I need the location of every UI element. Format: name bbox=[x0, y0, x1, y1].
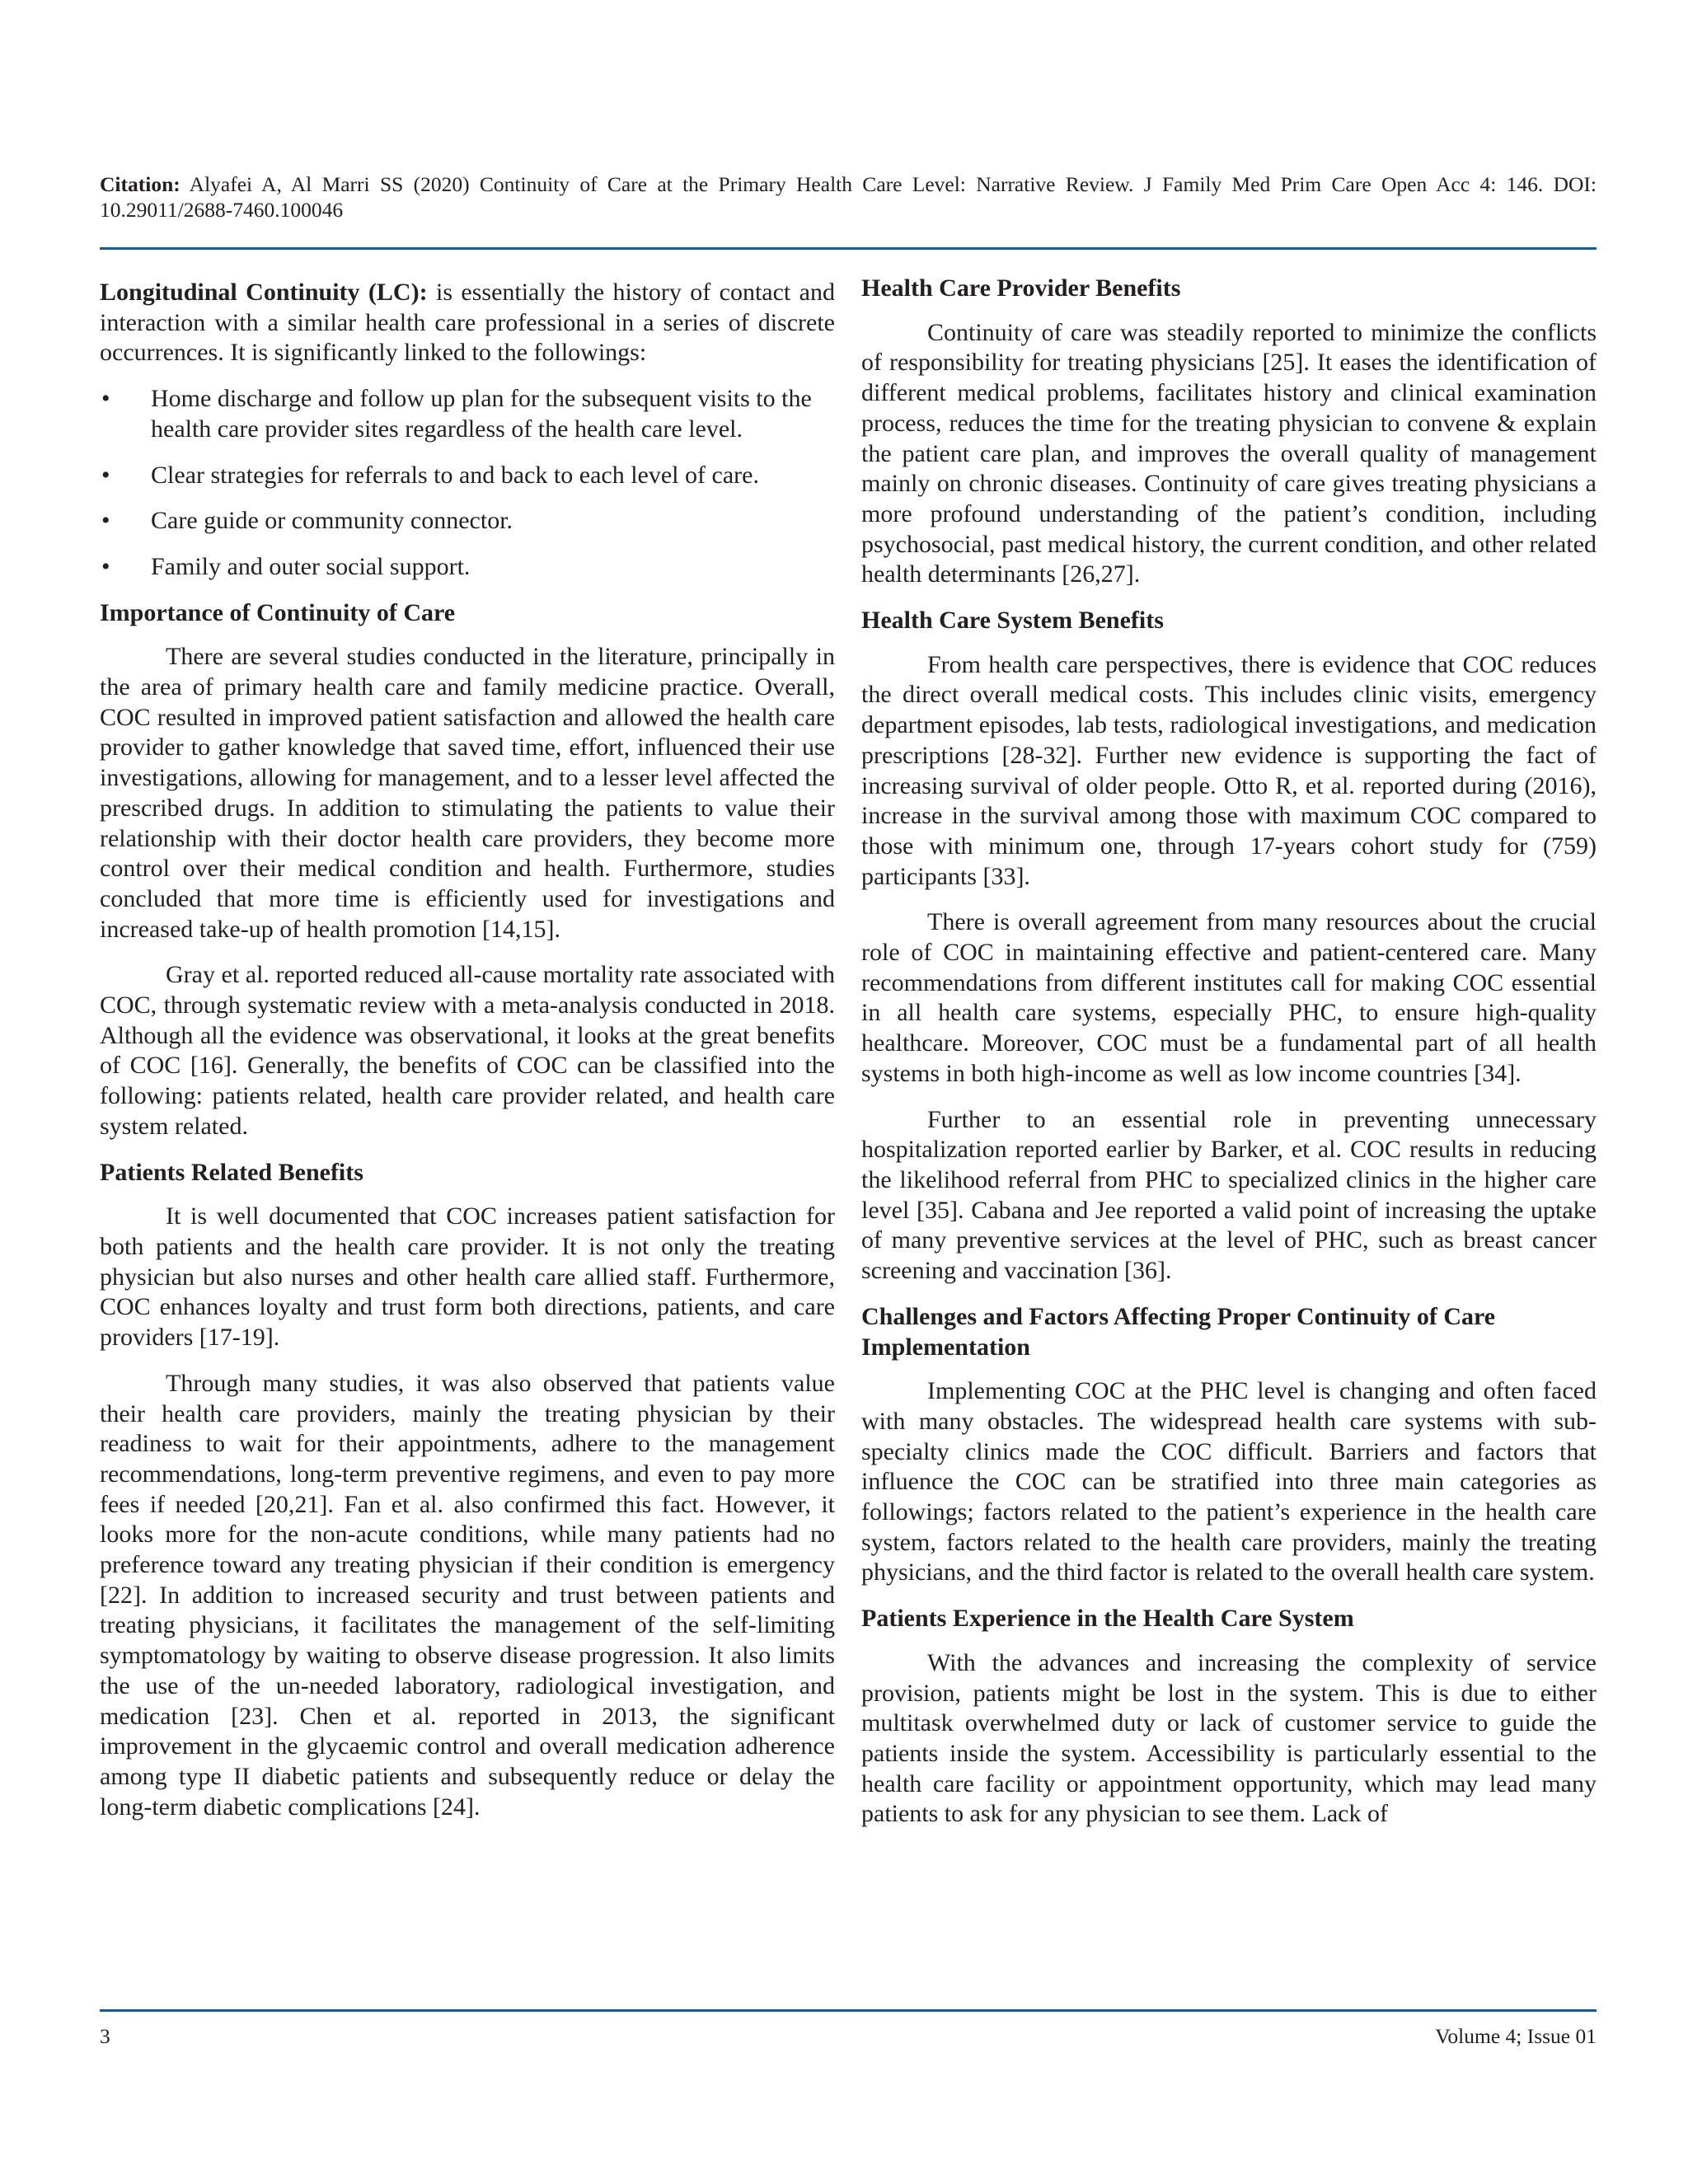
heading-challenges: Challenges and Factors Affecting Proper Continuity of Care Implementation bbox=[861, 1302, 1496, 1361]
lc-paragraph bbox=[100, 278, 835, 368]
paragraph-gray: Gray et al. reported reduced all-cause mortality rate associated with COC, through systematic review with a meta-analysis conducted in 2018. Although all the evidence was observational, it looks at the great benefits of COC [16]. Generally, the benefits of COC can be classified into the following: patients related, health care provider related, and health care system related. bbox=[100, 961, 835, 1140]
list-item-text: Family and outer social support. bbox=[151, 552, 471, 580]
bullet-icon: • bbox=[101, 385, 110, 413]
citation-text: Alyafei A, Al Marri SS (2020) Continuity of Care at the Primary Health Care Level: Narrative Review. J Family Med Prim Care Open Acc 4: 146. DOI: 10.29011/2688-7460.100046 bbox=[100, 172, 1597, 222]
list-item bbox=[100, 552, 835, 583]
paragraph-provider: Continuity of care was steadily reported to minimize the conflicts of responsibility for treating physicians [25]. It eases the identification of different medical problems, facilitates history and clinical examination process, reduces the time for the treating physician to convene & explain the patient care plan, and improves the overall quality of management mainly on chronic diseases. Continuity of care gives treating physicians a more profound understanding of the patient’s condition, including psychosocial, past medical history, the current condition, and other related health determinants [26,27]. bbox=[861, 318, 1597, 588]
paragraph-patients-1: It is well documented that COC increases patient satisfaction for both patients and the health care provider. It is not only the treating physician but also nurses and other health care allied staff. Furthermore, COC enhances loyalty and trust form both directions, patients, and care providers [17-19]. bbox=[100, 1202, 835, 1352]
lc-text: is essentially the history of contact and interaction with a similar health care professional in a series of discrete occurrences. It is significantly linked to the followings: bbox=[100, 279, 835, 367]
citation bbox=[100, 171, 1597, 223]
list-item bbox=[100, 384, 835, 444]
heading-system-benefits: Health Care System Benefits bbox=[861, 607, 1164, 635]
list-item-text: Clear strategies for referrals to and back to each level of care. bbox=[151, 461, 759, 489]
left-column bbox=[100, 278, 835, 1838]
paragraph-patients-2: Through many studies, it was also observed that patients value their health care providers, mainly the treating physician by their readiness to wait for their appointments, adhere to the management recommendations, long-term preventive regimens, and even to pay more fees if needed [20,21]. Fan et al. also confirmed this fact. However, it looks more for the non-acute conditions, while many patients had no preference toward any treating physician if their condition is emergency [22]. In addition to increased security and trust between patients and treating physicians, it facilitates the management of the self-limiting symptomatology by waiting to observe disease progression. It also limits the use of the un-needed laboratory, radiological investigation, and medication [23]. Chen et al. reported in 2013, the significant improvement in the glycaemic control and overall medication adherence among type II diabetic patients and subsequently reduce or delay the long-term diabetic complications [24]. bbox=[100, 1369, 835, 1821]
volume-issue: Volume 4; Issue 01 bbox=[1435, 2024, 1597, 2048]
bullet-icon: • bbox=[101, 507, 110, 535]
paragraph-importance: There are several studies conducted in the literature, principally in the area of primary health care and family medicine practice. Overall, COC resulted in improved patient satisfaction and allowed the health care provider to gather knowledge that saved time, effort, influenced their use investigations, allowing for management, and to a lesser level affected the prescribed drugs. In addition to stimulating the patients to value their relationship with their doctor health care providers, they become more control over their medical condition and health. Furthermore, studies concluded that more time is efficiently used for investigations and increased take-up of health promotion [14,15]. bbox=[100, 643, 835, 943]
paragraph-challenges: Implementing COC at the PHC level is changing and often faced with many obstacles. The widespread health care systems with sub-specialty clinics made the COC difficult. Barriers and factors that influence the COC can be stratified into three main categories as followings; factors related to the patient’s experience in the health care system, factors related to the health care providers, mainly the treating physicians, and the third factor is related to the overall health care system. bbox=[861, 1377, 1597, 1586]
page-number: 3 bbox=[100, 2024, 110, 2048]
list-item-text: Care guide or community connector. bbox=[151, 507, 513, 535]
list-item bbox=[100, 506, 835, 537]
list-item-text: Home discharge and follow up plan for the subsequent visits to the health care provider sites regardless of the health care level. bbox=[151, 385, 812, 443]
lc-bullet-list bbox=[100, 384, 835, 583]
right-column bbox=[861, 274, 1597, 1845]
paragraph-system-3: Further to an essential role in preventing unnecessary hospitalization reported earlier by Barker, et al. COC results in reducing the likelihood referral from PHC to specialized clinics in the higher care level [35]. Cabana and Jee reported a valid point of increasing the uptake of many preventive services at the level of PHC, such as breast cancer screening and vaccination [36]. bbox=[861, 1105, 1597, 1285]
list-item bbox=[100, 461, 835, 491]
paragraph-system-2: There is overall agreement from many resources about the crucial role of COC in maintaining effective and patient-centered care. Many recommendations from different institutes call for making COC essential in all health care systems, especially PHC, to ensure high-quality healthcare. Moreover, COC must be a fundamental part of all health systems in both high-income as well as low income countries [34]. bbox=[861, 908, 1597, 1087]
lc-term: Longitudinal Continuity (LC): bbox=[100, 279, 428, 306]
paragraph-experience: With the advances and increasing the complexity of service provision, patients might be lost in the system. This is due to either multitask overwhelmed duty or lack of customer service to guide the patients inside the system. Accessibility is particularly essential to the health care facility or appointment opportunity, which may lead many patients to ask for any physician to see them. Lack of bbox=[861, 1648, 1597, 1828]
heading-provider-benefits: Health Care Provider Benefits bbox=[861, 274, 1181, 302]
bullet-icon: • bbox=[101, 552, 110, 580]
heading-patients-related: Patients Related Benefits bbox=[100, 1158, 363, 1186]
bullet-icon: • bbox=[101, 461, 110, 489]
paragraph-system-1: From health care perspectives, there is evidence that COC reduces the direct overall medical costs. This includes clinic visits, emergency department episodes, lab tests, radiological investigations, and medication prescriptions [28-32]. Further new evidence is supporting the fact of increasing survival of older people. Otto R, et al. reported during (2016), increase in the survival among those with maximum COC compared to those with minimum one, through 17-years cohort study for (759) participants [33]. bbox=[861, 650, 1597, 890]
header-rule bbox=[100, 247, 1597, 250]
citation-label: Citation: bbox=[100, 172, 181, 196]
heading-importance: Importance of Continuity of Care bbox=[100, 598, 456, 626]
heading-patients-experience: Patients Experience in the Health Care System bbox=[861, 1605, 1354, 1633]
footer-rule bbox=[100, 2009, 1597, 2012]
